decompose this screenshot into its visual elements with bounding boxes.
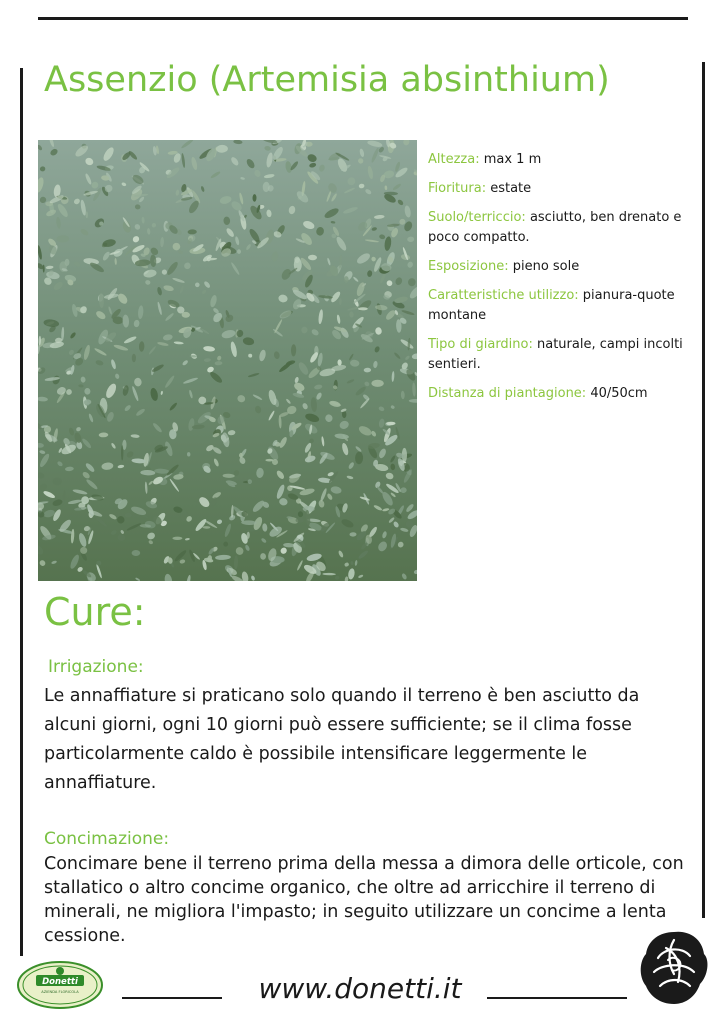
spec-value: pianura-quote montane (428, 288, 675, 323)
rose-icon (638, 928, 710, 1008)
foliage-leaf (121, 445, 123, 460)
spec-label: Altezza: (428, 152, 480, 167)
foliage-leaf (86, 211, 88, 218)
foliage-leaf (371, 380, 383, 387)
spec-label: Caratteristiche utilizzo: (428, 288, 579, 303)
spec-label: Esposizione: (428, 259, 509, 274)
spec-tipo-giardino (428, 335, 693, 375)
spec-value: asciutto, ben drenato e poco compatto. (428, 210, 682, 245)
footer-rule-left (122, 997, 222, 999)
foliage-leaf (181, 510, 188, 522)
rose-icon-graphic (638, 928, 710, 1008)
footer-rule-right (487, 997, 627, 999)
website-link[interactable]: www.donetti.it (258, 972, 462, 1005)
spec-label: Suolo/terriccio: (428, 210, 526, 225)
spec-esposizione (428, 257, 693, 277)
donetti-logo (16, 960, 104, 1010)
spec-label: Distanza di piantagione: (428, 386, 587, 401)
plant-photo (38, 140, 417, 581)
spec-value: naturale, campi incolti sentieri. (428, 337, 683, 372)
foliage-leaf (132, 550, 141, 556)
foliage-leaf (132, 354, 136, 363)
plant-photo-graphic (38, 140, 417, 581)
donetti-logo-graphic (16, 960, 104, 1010)
concimazione-text: Concimare bene il terreno prima della messa a dimora delle orticole, con stallatico o altro concime organico, che oltre ad arricchire il terreno di minerali, ne migliora l'impasto; in seguito utilizzare un concime a lenta cessione. (44, 854, 684, 946)
spec-list (428, 150, 693, 413)
left-rule (20, 68, 23, 956)
logo-subtext: AZIENDA FLORICOLA (41, 990, 79, 994)
spec-value: 40/50cm (586, 386, 648, 401)
spec-value: max 1 m (479, 152, 542, 167)
page-title: Assenzio (Artemisia absinthium) (44, 60, 610, 100)
top-rule (38, 17, 688, 20)
foliage-leaf (296, 518, 304, 523)
spec-value: pieno sole (508, 259, 580, 274)
spec-suolo (428, 208, 693, 248)
foliage-leaf (53, 478, 62, 486)
irrigazione-text: Le annaffiature si praticano solo quando il terreno è ben asciutto da alcuni giorni, ogni 10 giorni può essere sufficiente; se il clima fosse particolarmente caldo è possibile intensificare leggermente le annaffiature. (44, 686, 640, 793)
spec-label: Tipo di giardino: (428, 337, 533, 352)
foliage-leaf (172, 537, 182, 540)
logo-text: Donetti (42, 977, 78, 987)
foliage-leaf (125, 513, 132, 518)
concimazione-label: Concimazione: (44, 829, 170, 849)
right-rule (702, 62, 705, 918)
spec-caratteristiche (428, 286, 693, 326)
spec-altezza (428, 150, 693, 170)
spec-value: estate (486, 181, 532, 196)
spec-fioritura (428, 179, 693, 199)
spec-distanza (428, 384, 693, 404)
cure-heading: Cure: (44, 590, 146, 634)
spec-label: Fioritura: (428, 181, 487, 196)
irrigazione-label: Irrigazione: (48, 657, 144, 677)
